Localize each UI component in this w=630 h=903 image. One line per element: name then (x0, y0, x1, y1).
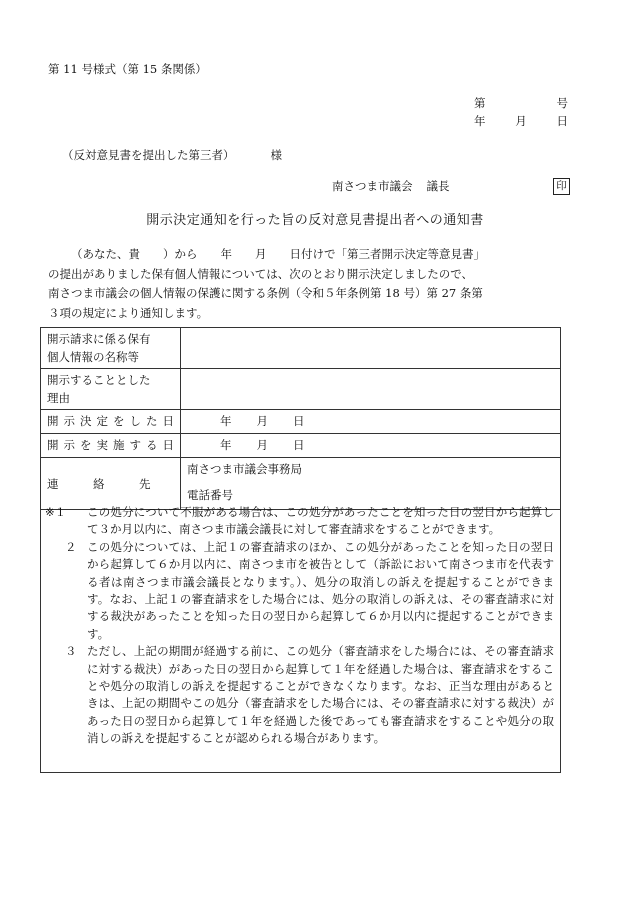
row-label-implementation-date: 開示を実施する日 (41, 434, 181, 458)
issue-date (474, 115, 568, 129)
sender-title: 議長 (426, 179, 450, 193)
table-row (41, 369, 561, 410)
row-value-reason[interactable] (181, 369, 561, 410)
note-2-text: この処分については、上記１の審査請求のほか、この処分があったことを知った日の翌日から起算して６か月以内に、南さつま市を被告として（訴訟において南さつま市を代表する者は南さつま市議会議長となります。）、処分の取消しの訴えを提起することができます。なお、上記１の審査請求をした場合には、処分の取消しの訴えは、その審査請求に対する裁決があったことを知った日の翌日から起算して６か月以内に提起することができます。 (87, 539, 554, 641)
row-label-decision-date: 開示決定をした日 (41, 410, 181, 434)
implementation-day: 日 (293, 438, 305, 452)
contact-office: 南さつま市議会事務局 (187, 462, 302, 476)
addressee-honorific: 様 (270, 148, 282, 162)
table-row (41, 458, 561, 510)
implementation-month: 月 (256, 438, 268, 452)
note-3-text: ただし、上記の期間が経過する前に、この処分（審査請求をした場合には、その審査請求に対する裁決）があった日の翌日から起算して１年を経過した場合は、審査請求をすることや処分の取消しの訴えを提起することができなくなります。なお、正当な理由があるときは、上記の期間やこの処分（審査請求をした場合には、その審査請求に対する裁決）があった日の翌日から起算して１年を経過した後であっても審査請求をすることや処分の取消しの訴えを提起することが認められる場合があります。 (87, 644, 554, 746)
note-2 (45, 539, 554, 643)
sender (332, 180, 450, 194)
form-number: 第 11 号様式（第 15 条関係） (48, 62, 207, 76)
decision-day: 日 (293, 414, 305, 428)
decision-month: 月 (256, 414, 268, 428)
note-1 (45, 504, 554, 539)
document-number (474, 97, 568, 111)
note-2-number: ２ (65, 539, 77, 554)
decision-year: 年 (220, 414, 232, 428)
body-line-3: 南さつま市議会の個人情報の保護に関する条例（令和５年条例第 18 号）第 27 条第 (48, 286, 483, 301)
info-table (40, 327, 561, 510)
body-line-2: の提出がありました保有個人情報については、次のとおり開示決定しましたので、 (48, 266, 474, 281)
addressee-name: （反対意見書を提出した第三者） (62, 148, 235, 162)
body-line-4: ３項の規定により通知します。 (48, 305, 209, 320)
doc-no-prefix: 第 (474, 96, 486, 110)
contact-phone: 電話番号 (187, 488, 233, 502)
note-1-text: この処分について不服がある場合は、この処分があったことを知った日の翌日から起算して３か月以内に、南さつま市議会議長に対して審査請求をすることができます。 (87, 505, 554, 537)
document-title: 開示決定通知を行った旨の反対意見書提出者への通知書 (146, 213, 484, 228)
note-3 (45, 643, 554, 747)
body-line-1: （あなた、貴 ）から 年 月 日付けで「第三者開示決定等意見書」 (71, 247, 485, 261)
row-label-reason: 開示することとした 理由 (41, 369, 181, 410)
row-value-info-name[interactable] (181, 328, 561, 369)
table-row (41, 328, 561, 369)
addressee (62, 149, 282, 163)
notes-section (40, 503, 561, 773)
issue-date-month: 月 (515, 114, 527, 128)
row-value-implementation-date[interactable] (181, 434, 561, 458)
implementation-year: 年 (220, 438, 232, 452)
sender-organization: 南さつま市議会 (332, 179, 413, 193)
table-row (41, 434, 561, 458)
issue-date-year: 年 (474, 114, 486, 128)
row-value-decision-date[interactable] (181, 410, 561, 434)
issue-date-day: 日 (556, 114, 568, 128)
seal-mark: 印 (553, 178, 570, 195)
doc-no-suffix: 号 (556, 96, 568, 110)
body-paragraph (48, 245, 568, 323)
note-3-number: ３ (65, 644, 77, 659)
row-value-contact (181, 458, 561, 510)
note-1-number: ※１ (45, 505, 67, 519)
row-label-contact: 連 絡 先 (41, 458, 181, 510)
table-row (41, 410, 561, 434)
row-label-info-name: 開示請求に係る保有 個人情報の名称等 (41, 328, 181, 369)
